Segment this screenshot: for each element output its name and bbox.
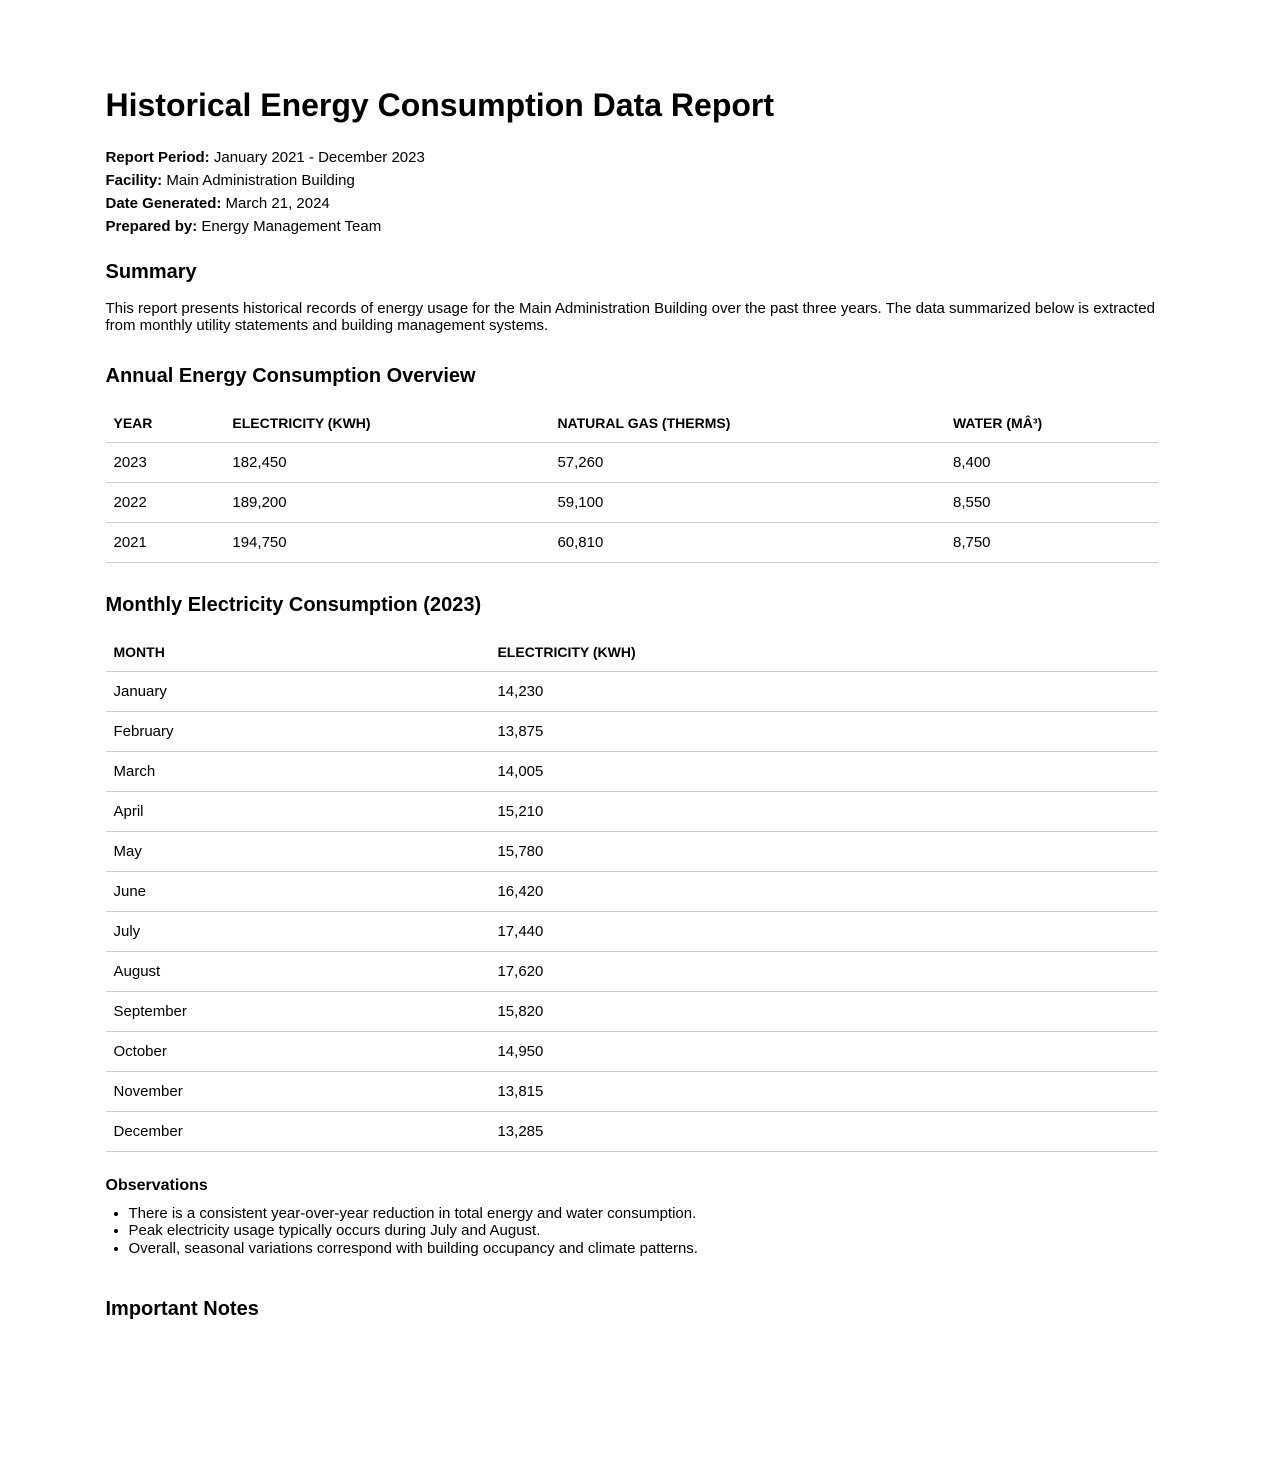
table-cell: 15,210	[489, 792, 1157, 832]
table-cell: June	[106, 872, 490, 912]
monthly-consumption-heading: Monthly Electricity Consumption (2023)	[105, 594, 482, 617]
table-cell: January	[106, 672, 490, 712]
table-cell: 2023	[106, 443, 225, 483]
column-header-electricity: ELECTRICITY (KWH)	[489, 633, 1157, 672]
table-cell: 13,815	[489, 1072, 1157, 1112]
meta-prepared-by-label: Prepared by:	[105, 218, 198, 236]
meta-report-period-value: January 2021 - December 2023	[213, 149, 425, 167]
table-header-row	[106, 633, 1158, 672]
report-page	[106, 0, 1158, 1471]
table-cell: 8,550	[945, 483, 1158, 523]
table-row	[106, 792, 1158, 832]
table-cell: September	[106, 992, 490, 1032]
meta-date-generated-value: March 21, 2024	[225, 195, 330, 213]
table-cell: 189,200	[224, 483, 549, 523]
table-cell: November	[106, 1072, 490, 1112]
table-row	[106, 832, 1158, 872]
table-cell: February	[106, 712, 490, 752]
column-header-water: WATER (MÂ³)	[945, 404, 1158, 443]
meta-facility-label: Facility:	[105, 172, 163, 190]
table-row	[106, 1072, 1158, 1112]
table-row	[106, 712, 1158, 752]
important-notes-heading: Important Notes	[105, 1298, 259, 1321]
table-cell: 2021	[106, 523, 225, 563]
report-meta	[106, 146, 1158, 238]
meta-prepared-by-value: Energy Management Team	[201, 218, 382, 236]
table-cell: 16,420	[489, 872, 1157, 912]
table-cell: 14,950	[489, 1032, 1157, 1072]
column-header-month: MONTH	[106, 633, 490, 672]
meta-date-generated-label: Date Generated:	[105, 195, 222, 213]
table-row	[106, 1112, 1158, 1152]
table-cell: 14,230	[489, 672, 1157, 712]
table-cell: 15,820	[489, 992, 1157, 1032]
table-cell: 13,875	[489, 712, 1157, 752]
meta-prepared-by	[106, 215, 1158, 238]
table-cell: October	[106, 1032, 490, 1072]
observations-list	[106, 1205, 1158, 1258]
table-cell: May	[106, 832, 490, 872]
table-cell: 194,750	[224, 523, 549, 563]
table-cell: August	[106, 952, 490, 992]
list-item: • Overall, seasonal variations correspond with building occupancy and climate patterns.	[129, 1240, 1158, 1258]
table-cell: 14,005	[489, 752, 1157, 792]
table-cell: December	[106, 1112, 490, 1152]
meta-facility	[106, 169, 1158, 192]
table-cell: March	[106, 752, 490, 792]
table-cell: 2022	[106, 483, 225, 523]
table-cell: 15,780	[489, 832, 1157, 872]
table-cell: July	[106, 912, 490, 952]
table-row	[106, 952, 1158, 992]
table-cell: 13,285	[489, 1112, 1157, 1152]
observations-heading: Observations	[105, 1177, 208, 1195]
annual-overview-heading: Annual Energy Consumption Overview	[105, 365, 476, 388]
table-cell: April	[106, 792, 490, 832]
table-row	[106, 443, 1158, 483]
column-header-natural-gas: NATURAL GAS (THERMS)	[549, 404, 945, 443]
table-row	[106, 912, 1158, 952]
list-item: • There is a consistent year-over-year reduction in total energy and water consumption.	[129, 1205, 1158, 1223]
table-cell: 57,260	[549, 443, 945, 483]
page-title: Historical Energy Consumption Data Report	[105, 87, 775, 123]
table-row	[106, 523, 1158, 563]
table-cell: 60,810	[549, 523, 945, 563]
column-header-electricity: ELECTRICITY (KWH)	[224, 404, 549, 443]
table-row	[106, 483, 1158, 523]
table-row	[106, 752, 1158, 792]
list-item: • Peak electricity usage typically occurs during July and August.	[129, 1222, 1158, 1240]
column-header-year: YEAR	[106, 404, 225, 443]
summary-text: This report presents historical records of energy usage for the Main Administration Building over the past three years. The data summarized below is extracted from monthly utility statements and building management systems.	[105, 300, 1155, 335]
table-cell: 182,450	[224, 443, 549, 483]
table-header-row	[106, 404, 1158, 443]
table-cell: 8,400	[945, 443, 1158, 483]
monthly-consumption-table	[106, 633, 1158, 1152]
table-row	[106, 992, 1158, 1032]
table-cell: 17,440	[489, 912, 1157, 952]
meta-facility-value: Main Administration Building	[166, 172, 355, 190]
annual-consumption-table	[106, 404, 1158, 563]
table-cell: 59,100	[549, 483, 945, 523]
meta-report-period-label: Report Period:	[105, 149, 210, 167]
table-row	[106, 872, 1158, 912]
meta-report-period	[106, 146, 1158, 169]
table-row	[106, 1032, 1158, 1072]
table-cell: 8,750	[945, 523, 1158, 563]
summary-heading: Summary	[105, 261, 197, 284]
table-cell: 17,620	[489, 952, 1157, 992]
meta-date-generated	[106, 192, 1158, 215]
table-row	[106, 672, 1158, 712]
